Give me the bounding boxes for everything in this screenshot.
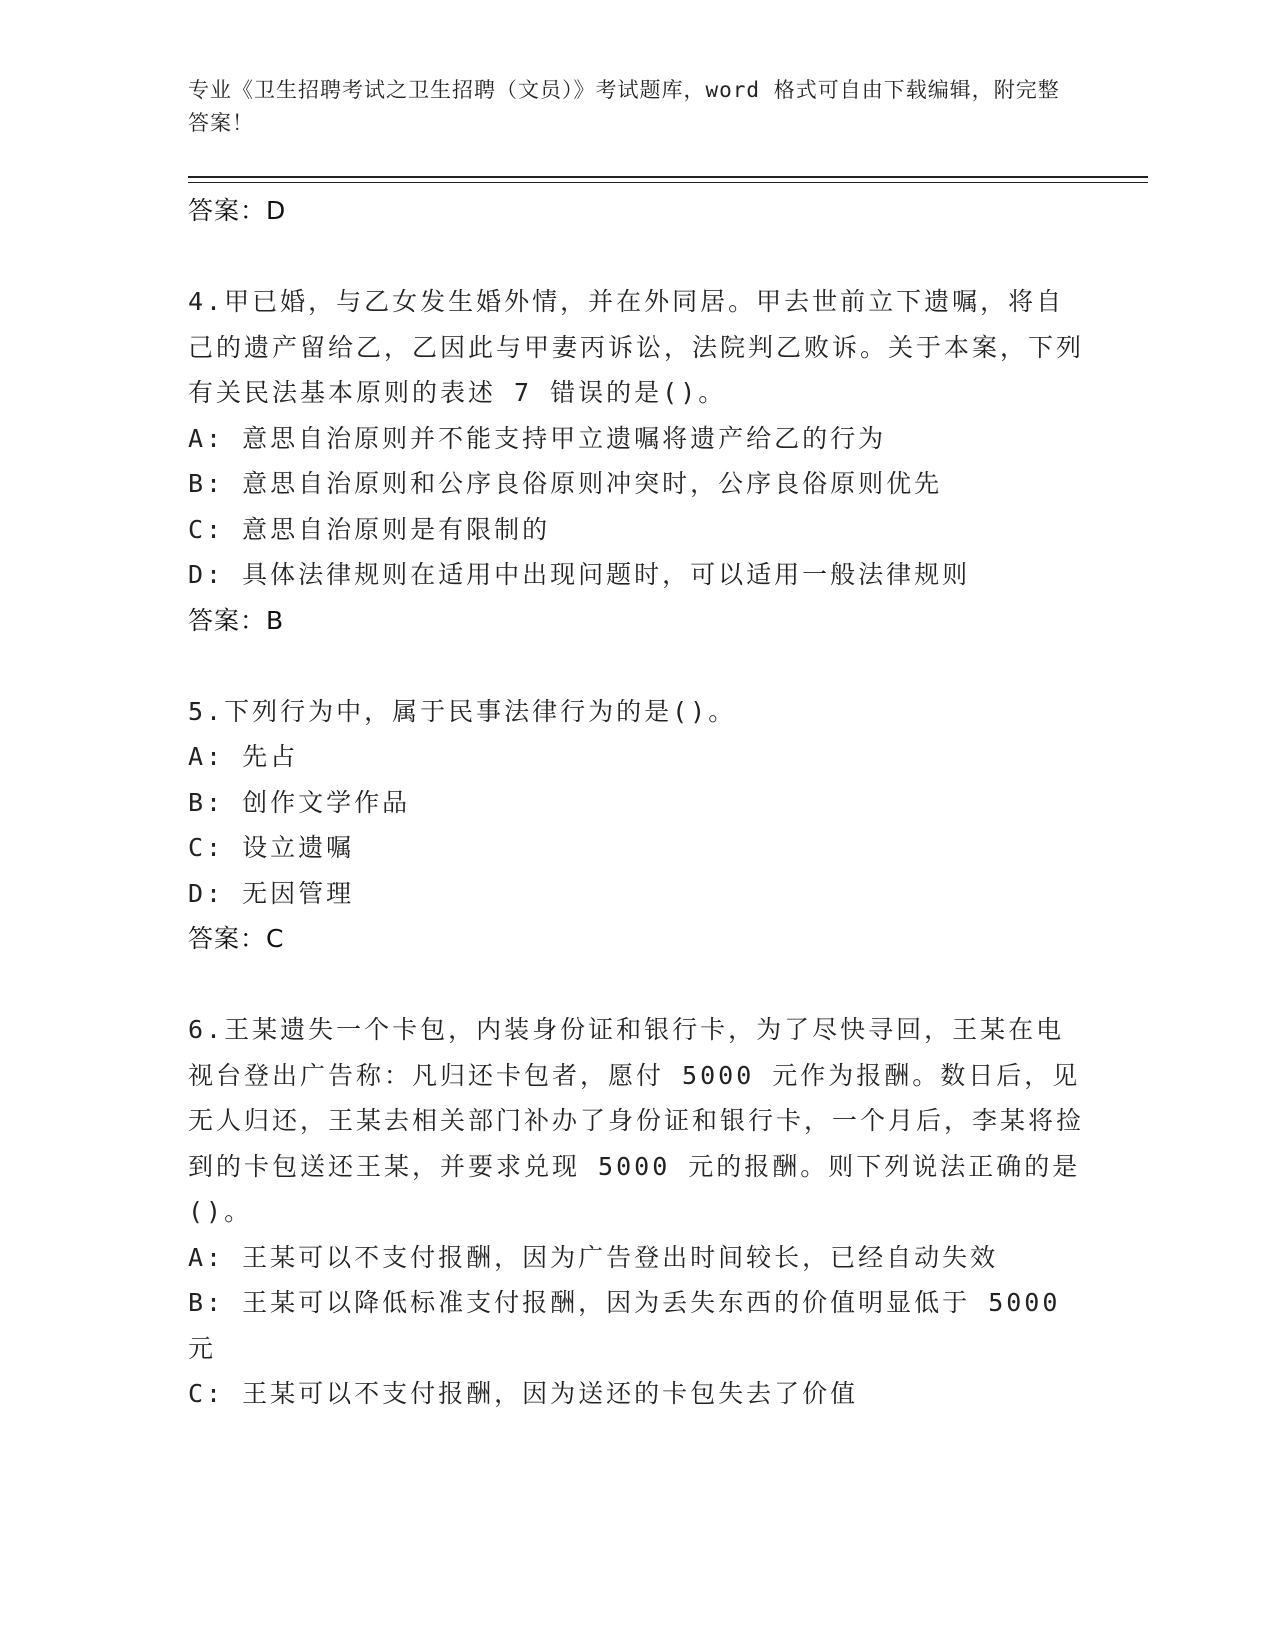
spacer bbox=[188, 234, 1088, 279]
option-a: A: 先占 bbox=[188, 742, 299, 771]
spacer bbox=[188, 644, 1088, 689]
option-a: A: 意思自治原则并不能支持甲立遗嘱将遗产给乙的行为 bbox=[188, 423, 887, 453]
document-header: 专业《卫生招聘考试之卫生招聘（文员）》考试题库，word 格式可自由下载编辑，附完整答案！ bbox=[188, 78, 1060, 135]
spacer bbox=[188, 962, 1088, 1007]
question-block bbox=[188, 1007, 1088, 1417]
option-d: D: 具体法律规则在适用中出现问题时，可以适用一般法律规则 bbox=[188, 560, 971, 589]
answer-line: 答案：D bbox=[188, 196, 287, 225]
question-stem: 4.甲已婚，与乙女发生婚外情，并在外同居。甲去世前立下遗嘱，将自己的遗产留给乙，乙因此与甲妻丙诉讼，法院判乙败诉。关于本案，下列有关民法基本原则的表述 7 错误的是()。 bbox=[188, 287, 1085, 407]
option-b: B: 意思自治原则和公序良俗原则冲突时，公序良俗原则优先 bbox=[188, 469, 943, 498]
option-c: C: 意思自治原则是有限制的 bbox=[188, 514, 551, 544]
option-c: C: 设立遗嘱 bbox=[188, 833, 355, 862]
option-b: B: 王某可以降低标准支付报酬，因为丢失东西的价值明显低于 5000 元 bbox=[188, 1288, 1061, 1363]
answer-line: 答案：C bbox=[188, 924, 285, 953]
option-c: C: 王某可以不支付报酬，因为送还的卡包失去了价值 bbox=[188, 1379, 859, 1408]
question-block bbox=[188, 689, 1088, 963]
option-b: B: 创作文学作品 bbox=[188, 787, 411, 817]
question-block bbox=[188, 279, 1088, 644]
document-body bbox=[188, 188, 1088, 1417]
header-divider-thick bbox=[188, 176, 1148, 178]
option-a: A: 王某可以不支付报酬，因为广告登出时间较长，已经自动失效 bbox=[188, 1242, 999, 1272]
question-stem: 6.王某遗失一个卡包，内装身份证和银行卡，为了尽快寻回，王某在电视台登出广告称：凡归还卡包者，愿付 5000 元作为报酬。数日后，见无人归还，王某去相关部门补办了身份证和银行卡，一个月后，李某将捡到的卡包送还王某，并要求兑现 5000 元的报酬。则下列说法正确的是()。 bbox=[188, 1015, 1085, 1226]
header-divider-thin bbox=[188, 182, 1148, 183]
answer-line: 答案：B bbox=[188, 605, 285, 635]
question-stem: 5.下列行为中，属于民事法律行为的是()。 bbox=[188, 696, 737, 726]
option-d: D: 无因管理 bbox=[188, 878, 355, 908]
